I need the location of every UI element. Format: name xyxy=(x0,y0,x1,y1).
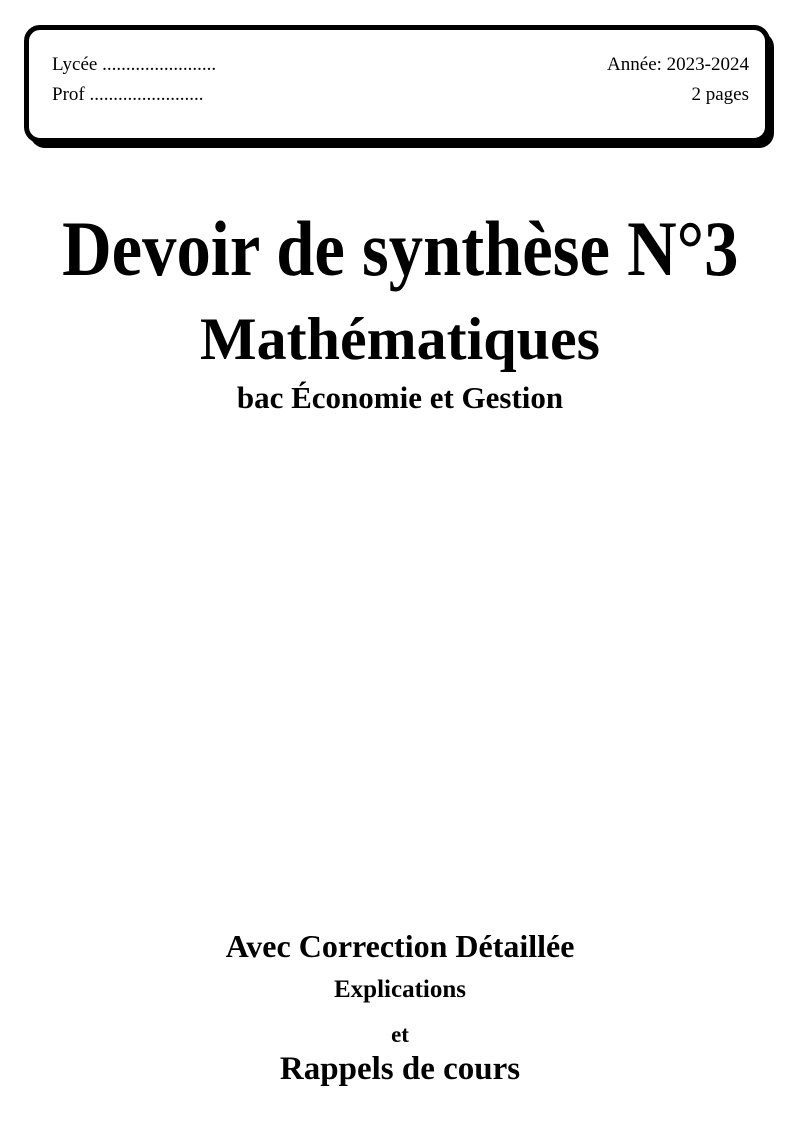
lycee-field: Lycée ........................ xyxy=(52,54,217,75)
header-info-box xyxy=(24,25,770,143)
conjunction-text: et xyxy=(391,1022,409,1047)
track-subtitle: bac Économie et Gestion xyxy=(236,380,564,415)
header-left-column xyxy=(52,50,216,138)
document-title xyxy=(0,206,800,292)
annee-label: Année: 2023-2024 xyxy=(607,54,749,75)
document-title-text: Devoir de synthèse N°3 xyxy=(61,205,739,292)
reminders-note: Rappels de cours xyxy=(279,1051,521,1087)
explanations-note: Explications xyxy=(334,976,466,1003)
subject-title: Mathématiques xyxy=(200,306,600,372)
prof-field: Prof ........................ xyxy=(52,84,204,105)
correction-note: Avec Correction Détaillée xyxy=(225,928,575,964)
pages-count-label: 2 pages xyxy=(691,84,749,105)
header-right-column xyxy=(607,50,749,138)
